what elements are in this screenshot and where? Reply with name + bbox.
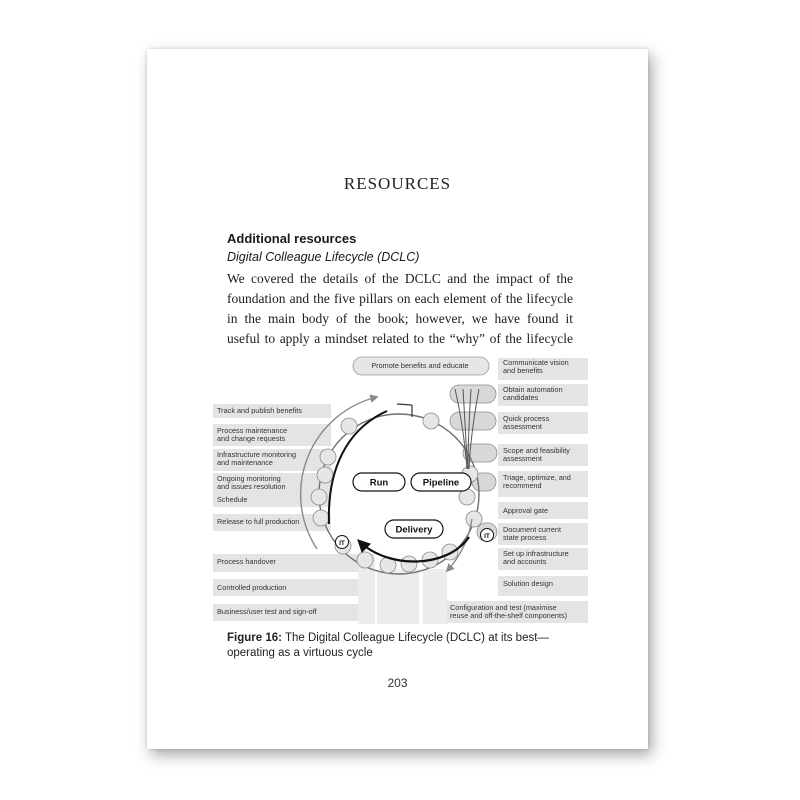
left-label: Track and publish benefits bbox=[217, 406, 302, 415]
right-label: Triage, optimize, and recommend bbox=[503, 473, 571, 491]
right-label: Scope and feasibility assessment bbox=[503, 446, 570, 464]
caption-label: Figure 16: bbox=[227, 632, 282, 644]
page-number: 203 bbox=[387, 676, 408, 690]
book-page bbox=[147, 49, 648, 749]
left-label: Process handover bbox=[217, 557, 276, 566]
top-label: Promote benefits and educate bbox=[371, 361, 469, 370]
body-line: useful to apply a mindset related to the “why” of the lifecycle bbox=[227, 331, 573, 346]
right-label: Solution design bbox=[503, 579, 553, 588]
left-label: Controlled production bbox=[217, 583, 287, 592]
body-line: We covered the details of the DCLC and the impact of the bbox=[227, 271, 573, 286]
figure-caption bbox=[227, 631, 567, 661]
delivery-node-label: Delivery bbox=[395, 524, 433, 536]
left-label: Business/user test and sign-off bbox=[217, 607, 317, 616]
body-line: foundation and the five pillars on each element of the lifecycle bbox=[227, 291, 573, 306]
subsection-heading: Digital Colleague Lifecycle (DCLC) bbox=[227, 250, 420, 264]
right-label: Approval gate bbox=[503, 506, 549, 515]
right-label: Quick process assessment bbox=[503, 414, 550, 432]
left-label: Ongoing monitoring and issues resolution bbox=[217, 474, 286, 492]
page-title: RESOURCES bbox=[343, 174, 452, 193]
right-label: Document current state process bbox=[503, 525, 561, 543]
right-label: Set up infrastructure and accounts bbox=[503, 549, 569, 567]
body-line: in the main body of the book; however, we have found it bbox=[227, 311, 573, 326]
it-badge-right-label: IT bbox=[484, 533, 490, 540]
left-label: Infrastructure monitoring and maintenance bbox=[217, 450, 297, 468]
section-heading: Additional resources bbox=[227, 231, 357, 246]
bottom-right-label: Configuration and test (maximise reuse and off-the-shelf components) bbox=[450, 603, 568, 621]
run-node-label: Run bbox=[369, 477, 389, 489]
left-label: Schedule bbox=[217, 495, 248, 504]
right-label: Communicate vision and benefits bbox=[503, 358, 569, 376]
pipeline-node-label: Pipeline bbox=[422, 477, 460, 489]
caption-text: The Digital Colleague Lifecycle (DCLC) at its best—operating as a virtuous cycle bbox=[227, 632, 549, 659]
left-label: Process maintenance and change requests bbox=[217, 426, 288, 444]
it-badge-left-label: IT bbox=[339, 540, 345, 547]
left-label: Release to full production bbox=[217, 517, 300, 526]
right-label: Obtain automation candidates bbox=[503, 385, 563, 403]
